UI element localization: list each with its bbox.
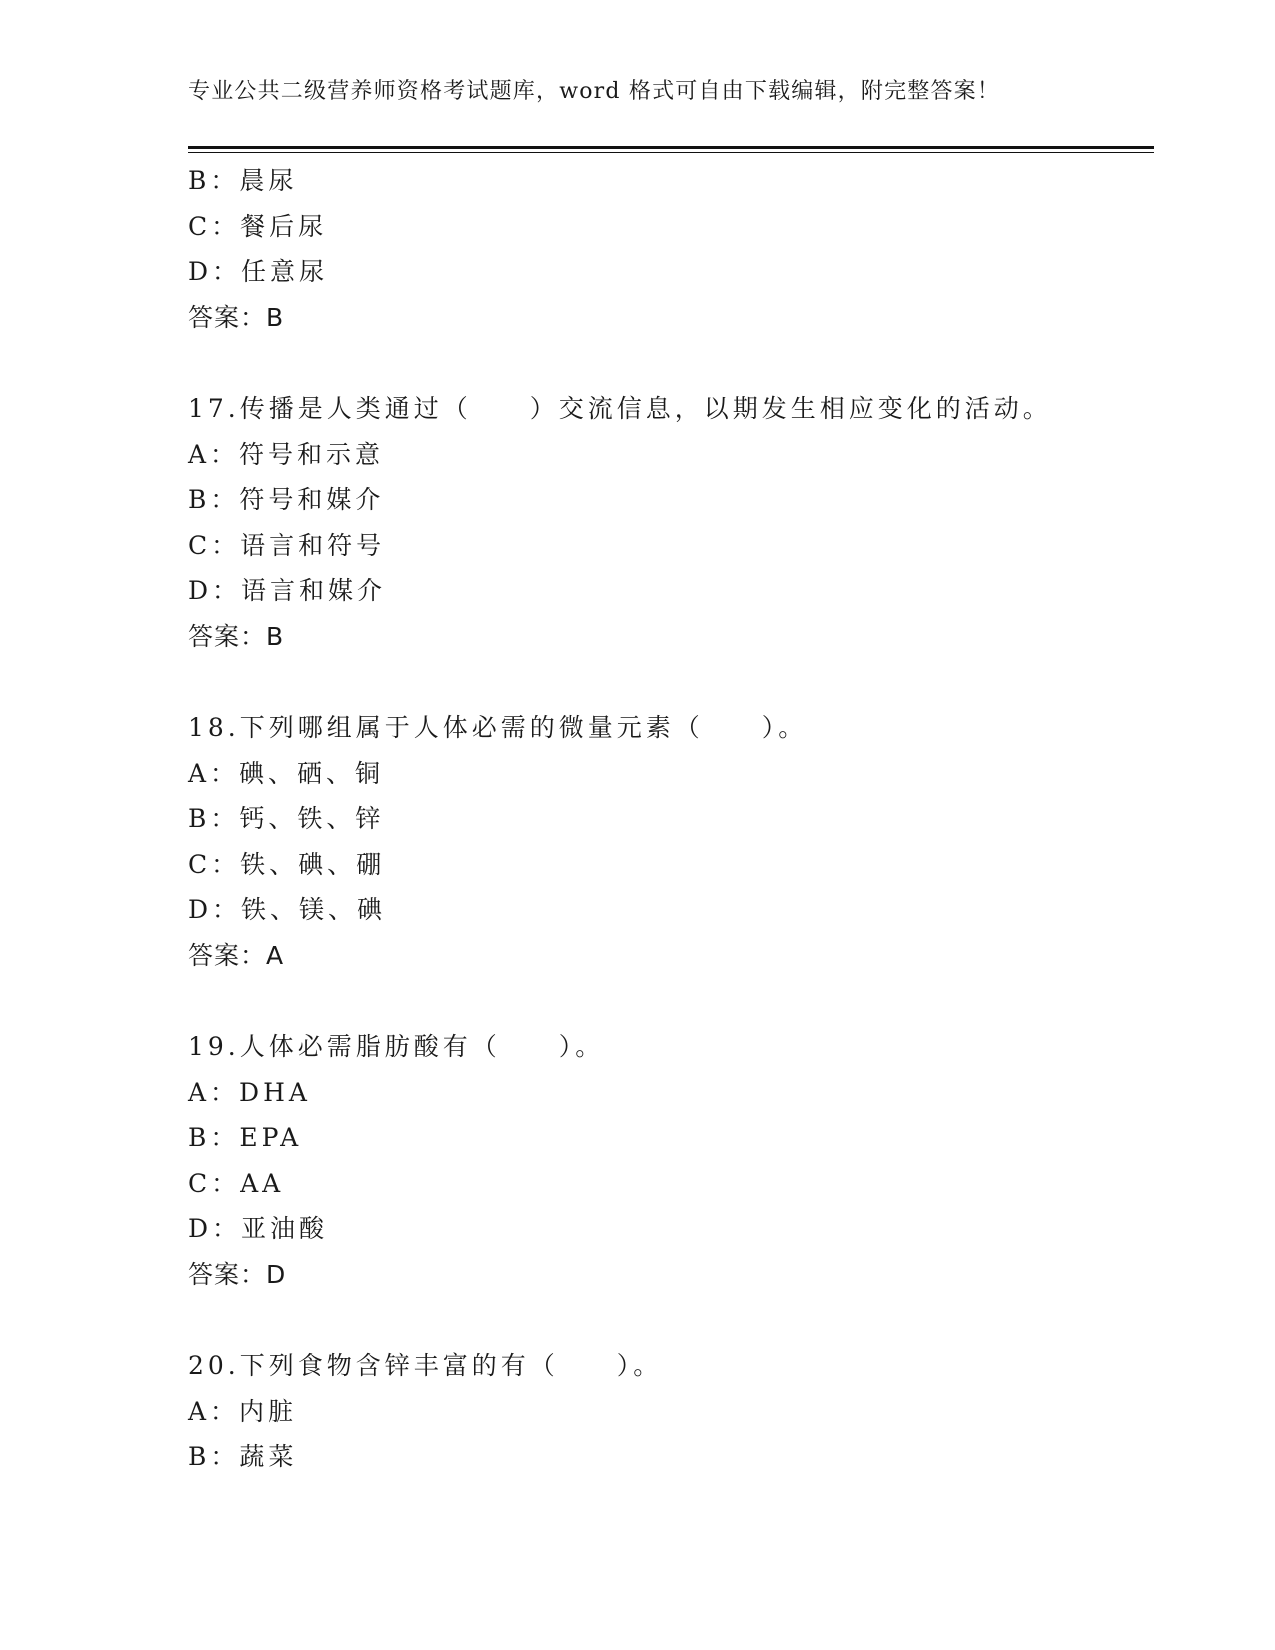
question-stem: 18.下列哪组属于人体必需的微量元素（ ）。 <box>188 713 808 742</box>
question-content <box>188 158 1154 1480</box>
option-d: D：亚油酸 <box>188 1214 329 1243</box>
option-d: D：语言和媒介 <box>188 576 387 605</box>
option-d: D：任意尿 <box>188 257 329 286</box>
header-rule-thin <box>188 152 1154 153</box>
answer-line: 答案：D <box>188 1259 287 1289</box>
option-b: B：符号和媒介 <box>188 485 385 514</box>
option-a: A：DHA <box>188 1077 311 1107</box>
spacer <box>188 659 1154 705</box>
answer-line: 答案：B <box>188 621 285 651</box>
option-b: B：EPA <box>188 1123 303 1152</box>
spacer <box>188 1297 1154 1343</box>
option-c: C：语言和符号 <box>188 530 386 560</box>
spacer <box>188 340 1154 386</box>
option-b: B：钙、铁、锌 <box>188 804 385 833</box>
option-a: A：符号和示意 <box>188 439 385 469</box>
option-c: C：铁、碘、硼 <box>188 849 386 879</box>
option-b: B：蔬菜 <box>188 1442 298 1471</box>
option-a: A：内脏 <box>188 1396 298 1426</box>
answer-line: 答案：A <box>188 940 285 970</box>
option-c: C：餐后尿 <box>188 211 328 241</box>
question-stem: 20.下列食物含锌丰富的有（ ）。 <box>188 1351 663 1380</box>
option-d: D：铁、镁、碘 <box>188 895 387 924</box>
page-header: 专业公共二级营养师资格考试题库，word 格式可自由下载编辑，附完整答案！ <box>188 79 1001 104</box>
header-rule-thick <box>188 146 1154 149</box>
option-a: A：碘、硒、铜 <box>188 758 385 788</box>
option-c: C：AA <box>188 1168 285 1198</box>
question-stem: 17.传播是人类通过（ ）交流信息，以期发生相应变化的活动。 <box>188 394 1052 423</box>
spacer <box>188 978 1154 1024</box>
question-stem: 19.人体必需脂肪酸有（ ）。 <box>188 1032 605 1061</box>
option-b: B：晨尿 <box>188 166 298 195</box>
answer-line: 答案：B <box>188 302 285 332</box>
